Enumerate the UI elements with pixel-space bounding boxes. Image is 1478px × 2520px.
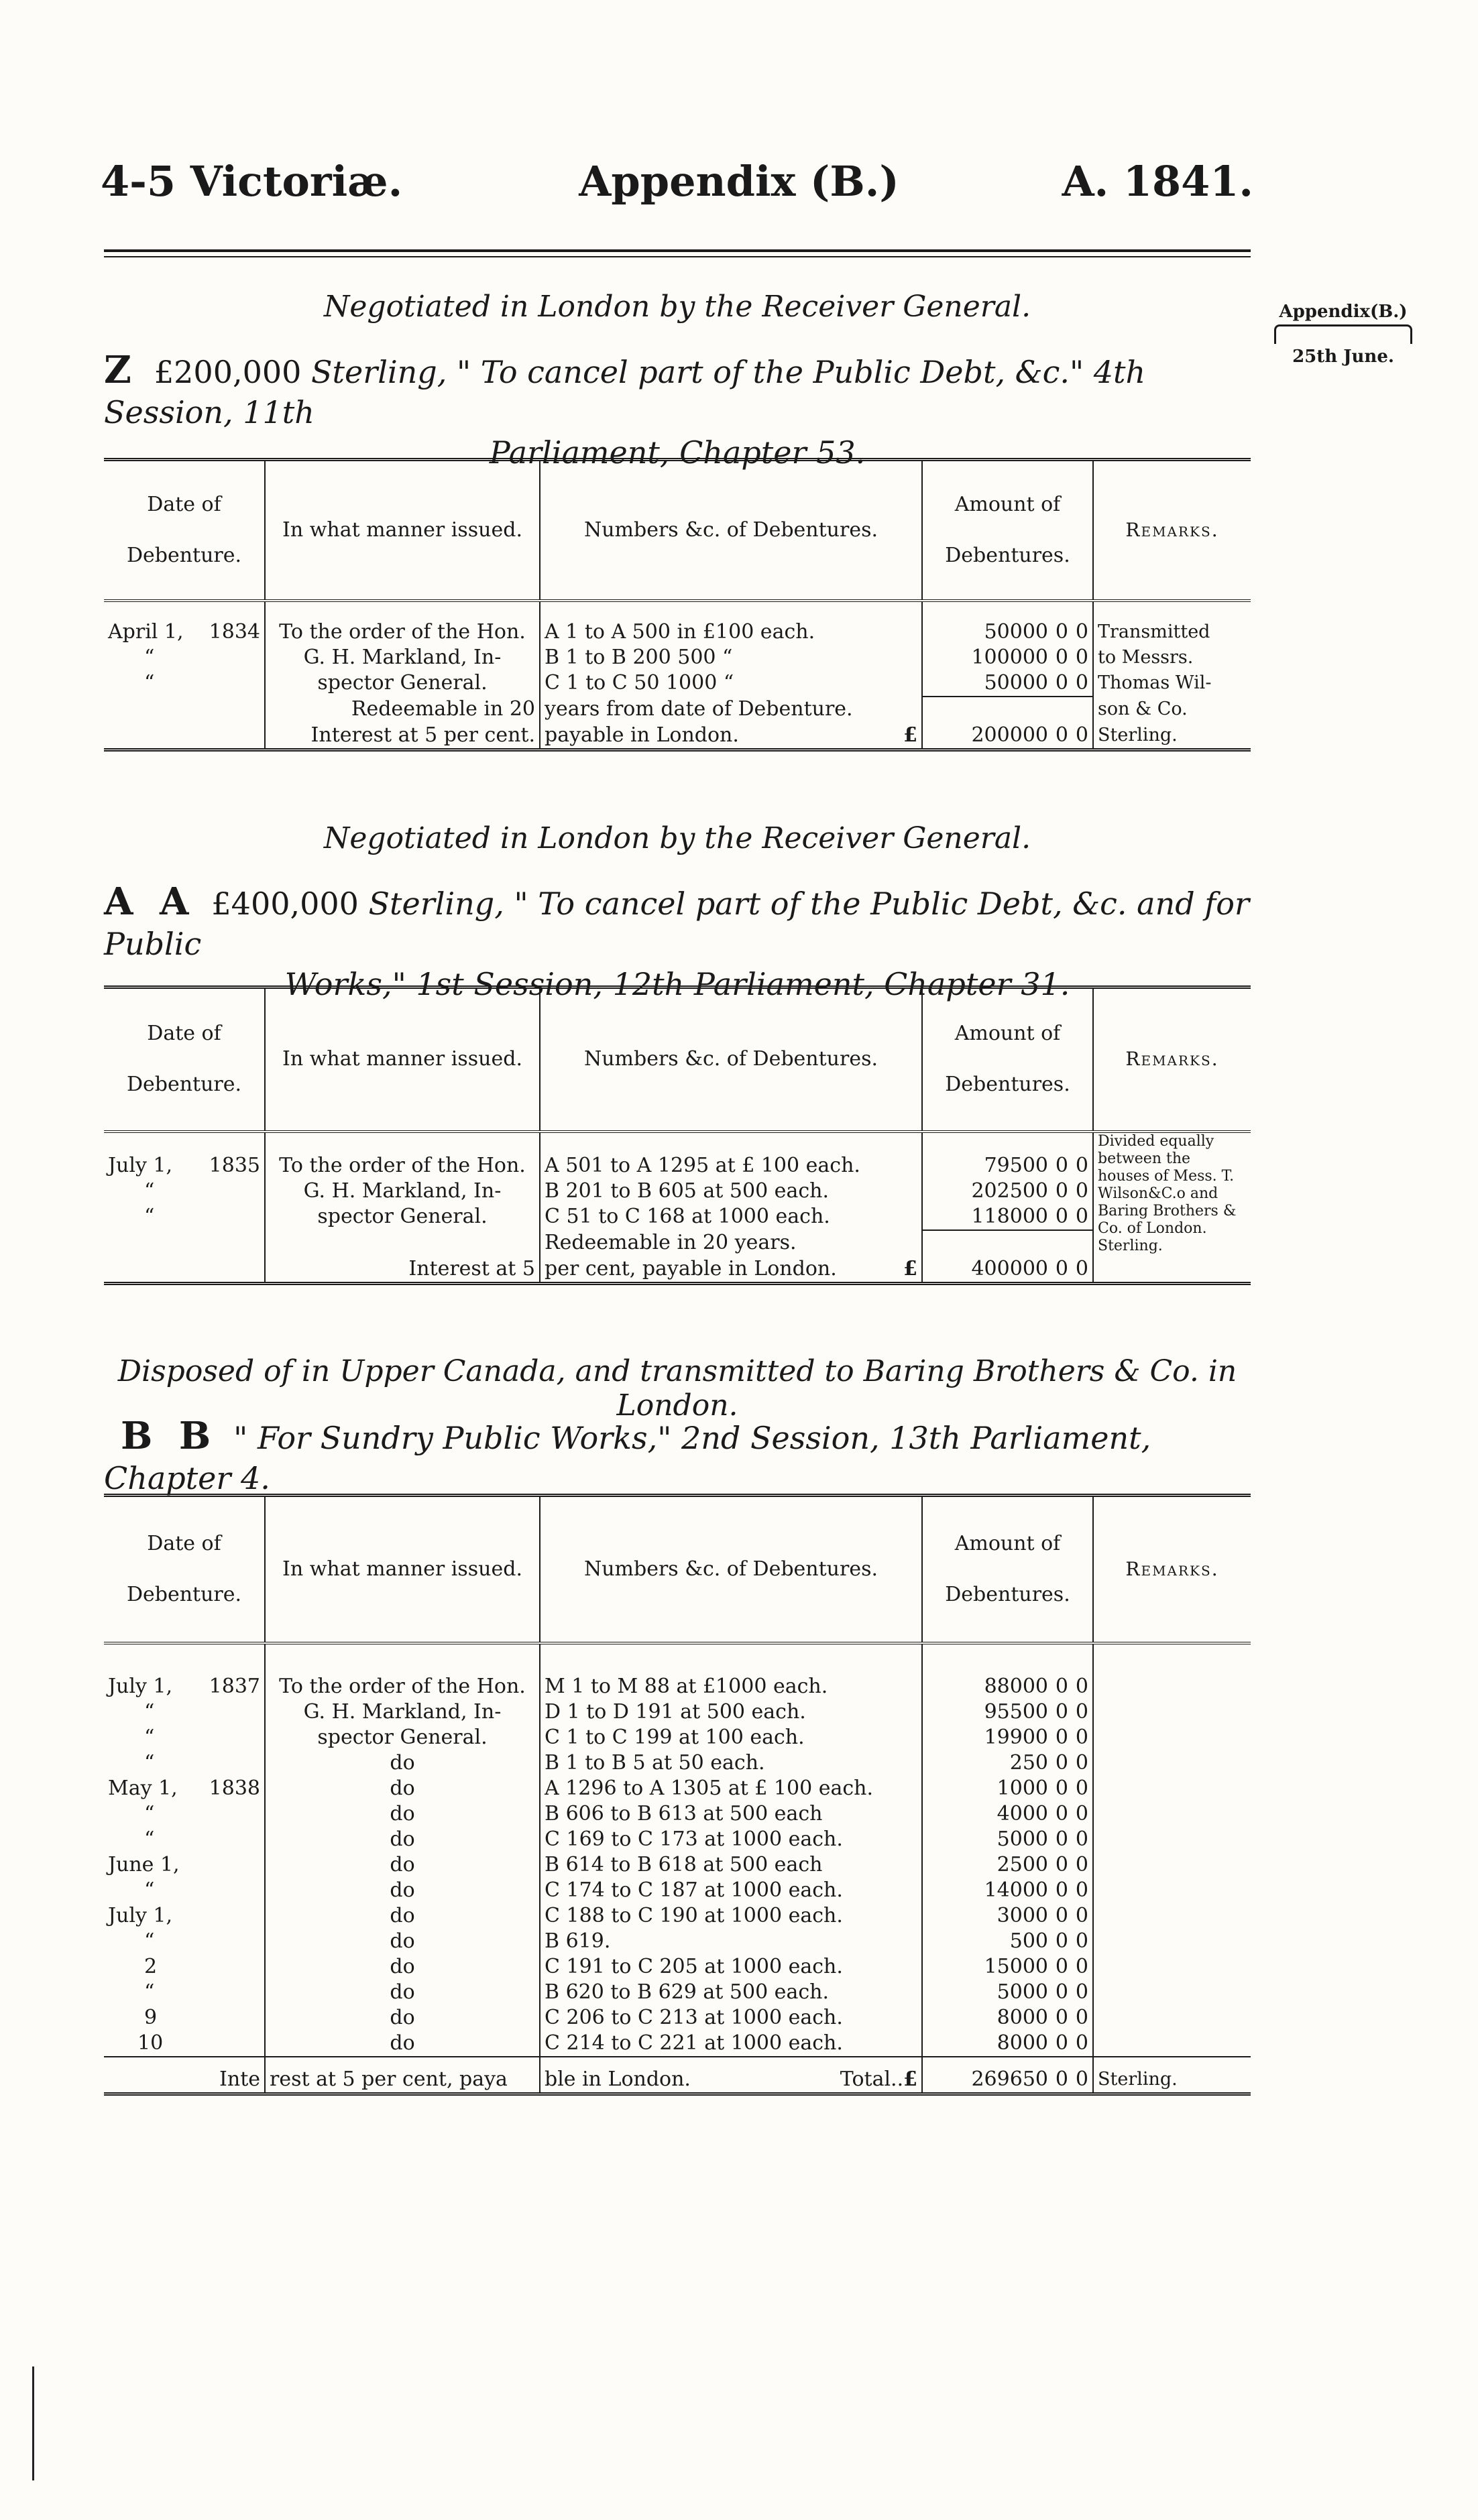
- row-amount: 15000: [984, 1954, 1048, 1978]
- date-header-line2: Debenture.: [126, 1073, 242, 1097]
- row-manner: do: [265, 2031, 540, 2057]
- row-numbers: B 201 to B 605 at 500 each.: [540, 1179, 922, 1204]
- row-manner: do: [265, 1776, 540, 1801]
- col-header-numbers: Numbers &c. of Debentures.: [540, 460, 922, 601]
- row-numbers: C 188 to C 190 at 1000 each.: [540, 1903, 922, 1929]
- pound-sign: £: [903, 1256, 917, 1280]
- row-pence: 0: [1075, 1256, 1088, 1280]
- row-manner: To the order of the Hon.: [265, 1674, 540, 1699]
- row-amount: 79500: [984, 1153, 1048, 1177]
- date-header-line1: Date of: [147, 492, 221, 516]
- row-amount: 100000: [971, 645, 1048, 669]
- row-manner: To the order of the Hon.: [265, 1132, 540, 1179]
- row-year: 1838: [209, 1776, 260, 1800]
- table-row: [104, 645, 1251, 670]
- margin-note-appendix: Appendix(B.): [1279, 302, 1408, 322]
- col-header-date: [104, 1496, 265, 1643]
- row-numbers: C 191 to C 205 at 1000 each.: [540, 1954, 922, 1980]
- row-manner: do: [265, 1954, 540, 1980]
- row-date: “: [144, 1929, 155, 1953]
- total-remarks: Sterling.: [1093, 2057, 1251, 2094]
- row-shillings: 0: [1055, 1980, 1068, 2004]
- row-numbers: A 1296 to A 1305 at £ 100 each.: [540, 1776, 922, 1801]
- row-manner: Interest at 5: [265, 1256, 540, 1284]
- row-amount: 95500: [984, 1699, 1048, 1724]
- row-amount: 202500: [971, 1179, 1048, 1203]
- row-amount: 400000: [971, 1256, 1048, 1280]
- row-manner: G. H. Markland, In-: [265, 645, 540, 670]
- row-shillings: 0: [1055, 2005, 1068, 2029]
- row-amount: 4000: [997, 1801, 1048, 1825]
- row-manner: spector General.: [265, 1204, 540, 1230]
- row-shillings: 0: [1055, 1179, 1068, 1203]
- col-header-numbers: Numbers &c. of Debentures.: [540, 987, 922, 1132]
- row-year: 1837: [209, 1674, 260, 1698]
- row-shillings: 0: [1055, 1256, 1068, 1280]
- row-pence: 0: [1075, 1852, 1088, 1876]
- row-remarks: son & Co.: [1093, 697, 1251, 723]
- row-date: “: [144, 645, 155, 669]
- remarks-header-text: Remarks.: [1125, 1557, 1219, 1580]
- col-header-manner: In what manner issued.: [265, 460, 540, 601]
- row-shillings: 0: [1055, 1699, 1068, 1724]
- row-date: 9: [144, 2005, 158, 2029]
- row-numbers: B 620 to B 629 at 500 each.: [540, 1980, 922, 2005]
- aa-debenture-table: [104, 985, 1251, 1285]
- row-pence: 0: [1075, 1980, 1088, 2004]
- row-pence: 0: [1075, 1929, 1088, 1953]
- row-pence: 0: [1075, 645, 1088, 669]
- z-title: [104, 350, 1251, 473]
- row-amount: 200000: [971, 723, 1048, 747]
- row-shillings: 0: [1055, 1929, 1068, 1953]
- row-shillings: 0: [1055, 1852, 1068, 1876]
- table-row: [104, 1256, 1251, 1284]
- row-amount: 5000: [997, 1827, 1048, 1851]
- row-shillings: 0: [1055, 1153, 1068, 1177]
- row-manner: spector General.: [265, 1725, 540, 1750]
- amount-header-line1: Amount of: [954, 1022, 1061, 1046]
- row-numbers: B 619.: [540, 1929, 922, 1954]
- col-header-date: [104, 987, 265, 1132]
- row-date: April 1,: [108, 619, 184, 644]
- row-shillings: 0: [1055, 1903, 1068, 1927]
- row-shillings: 0: [1055, 1725, 1068, 1749]
- row-manner: do: [265, 1980, 540, 2005]
- row-numbers: years from date of Debenture.: [540, 697, 922, 723]
- row-numbers: B 606 to B 613 at 500 each: [540, 1801, 922, 1827]
- bb-code: B B: [121, 1414, 218, 1458]
- row-remarks: Transmitted: [1093, 619, 1251, 645]
- row-numbers: A 1 to A 500 in £100 each.: [540, 619, 922, 645]
- row-pence: 0: [1075, 619, 1088, 644]
- row-pence: 0: [1075, 1179, 1088, 1203]
- binding-mark: [32, 2366, 34, 2480]
- date-header-line2: Debenture.: [126, 543, 242, 567]
- row-amount: 2500: [997, 1852, 1048, 1876]
- table-row: [104, 1878, 1251, 1903]
- row-date: “: [144, 670, 155, 695]
- row-date: July 1,: [108, 1903, 173, 1927]
- table-row: [104, 723, 1251, 750]
- row-date: “: [144, 1179, 155, 1203]
- row-pence: 0: [1075, 2031, 1088, 2055]
- row-year: 1835: [209, 1153, 260, 1177]
- table-row: [104, 1954, 1251, 1980]
- row-date: “: [144, 1827, 155, 1851]
- row-numbers: C 174 to C 187 at 1000 each.: [540, 1878, 922, 1903]
- table-row: [104, 1980, 1251, 2005]
- row-manner: [265, 1230, 540, 1256]
- row-numbers: B 1 to B 200 500 “: [540, 645, 922, 670]
- col-header-remarks: [1093, 1496, 1251, 1643]
- table-row: [104, 619, 1251, 645]
- total-text-part2: rest at 5 per cent, paya: [265, 2057, 540, 2094]
- row-shillings: 0: [1055, 1204, 1068, 1228]
- row-shillings: 0: [1055, 619, 1068, 644]
- row-pence: 0: [1075, 670, 1088, 695]
- row-date: “: [144, 1878, 155, 1902]
- total-shillings: 0: [1055, 2067, 1068, 2091]
- row-manner: Interest at 5 per cent.: [265, 723, 540, 750]
- row-numbers: payable in London.: [545, 723, 739, 747]
- amount-header-line2: Debentures.: [945, 543, 1070, 567]
- table-row: [104, 1903, 1251, 1929]
- row-shillings: 0: [1055, 670, 1068, 695]
- bb-title-text: " For Sundry Public Works," 2nd Session, 13th Parliament, Chapter 4.: [104, 1420, 1151, 1496]
- row-date: 10: [137, 2031, 164, 2055]
- pound-sign: £: [903, 2067, 917, 2091]
- row-pence: 0: [1075, 2005, 1088, 2029]
- row-manner: do: [265, 1929, 540, 1954]
- row-pence: 0: [1075, 1750, 1088, 1775]
- table-row: [104, 1929, 1251, 1954]
- row-pence: 0: [1075, 1954, 1088, 1978]
- remarks-header-text: Remarks.: [1125, 518, 1219, 541]
- row-numbers: Redeemable in 20 years.: [540, 1230, 922, 1256]
- brace-mark: [1274, 324, 1412, 344]
- col-header-remarks: [1093, 460, 1251, 601]
- z-title-text: Sterling, " To cancel part of the Public Debt, &c." 4th Session, 11th: [104, 354, 1146, 430]
- row-pence: 0: [1075, 1674, 1088, 1698]
- row-manner: do: [265, 1750, 540, 1776]
- col-header-amount: [922, 1496, 1093, 1643]
- row-date: June 1,: [108, 1852, 180, 1876]
- total-row: [104, 2057, 1251, 2094]
- row-amount: 19900: [984, 1725, 1048, 1749]
- row-amount: 250: [1009, 1750, 1048, 1775]
- z-code: Z: [104, 348, 138, 392]
- running-head-right: A. 1841.: [1062, 157, 1253, 206]
- row-amount: 50000: [984, 670, 1048, 695]
- row-manner: do: [265, 1903, 540, 1929]
- row-amount: 8000: [997, 2031, 1048, 2055]
- row-shillings: 0: [1055, 1954, 1068, 1978]
- row-manner: do: [265, 2005, 540, 2031]
- row-date: “: [144, 1801, 155, 1825]
- bb-disposed-heading: Disposed of in Upper Canada, and transmitted to Baring Brothers & Co. in London.: [117, 1354, 1237, 1423]
- row-manner: Redeemable in 20: [265, 697, 540, 723]
- row-amount: 14000: [984, 1878, 1048, 1902]
- row-numbers: B 1 to B 5 at 50 each.: [540, 1750, 922, 1776]
- row-numbers: M 1 to M 88 at £1000 each.: [540, 1674, 922, 1699]
- table-row: [104, 697, 1251, 723]
- header-rule: [104, 249, 1251, 252]
- table-row: [104, 1852, 1251, 1878]
- header-rule-thin: [104, 256, 1251, 257]
- row-pence: 0: [1075, 1903, 1088, 1927]
- row-pence: 0: [1075, 1699, 1088, 1724]
- row-amount: 88000: [984, 1674, 1048, 1698]
- table-row: [104, 1674, 1251, 1699]
- running-head-center: Appendix (B.): [579, 157, 899, 206]
- table-row: [104, 1699, 1251, 1725]
- row-manner: spector General.: [265, 670, 540, 697]
- row-numbers: D 1 to D 191 at 500 each.: [540, 1699, 922, 1725]
- table-row: [104, 1801, 1251, 1827]
- row-manner: do: [265, 1852, 540, 1878]
- row-date: “: [144, 1725, 155, 1749]
- col-header-amount: [922, 460, 1093, 601]
- row-numbers: B 614 to B 618 at 500 each: [540, 1852, 922, 1878]
- row-numbers: C 1 to C 199 at 100 each.: [540, 1725, 922, 1750]
- row-date: July 1,: [108, 1153, 173, 1177]
- bb-debenture-table: [104, 1494, 1251, 2096]
- row-amount: 500: [1009, 1929, 1048, 1953]
- col-header-amount: [922, 987, 1093, 1132]
- total-label: Total..: [840, 2067, 904, 2091]
- bb-title: [104, 1416, 1251, 1498]
- table-row: [104, 2005, 1251, 2031]
- row-date: July 1,: [108, 1674, 173, 1698]
- date-header-line2: Debenture.: [126, 1582, 242, 1606]
- row-amount: 50000: [984, 619, 1048, 644]
- row-date: “: [144, 1699, 155, 1724]
- amount-header-line1: Amount of: [954, 1531, 1061, 1555]
- remarks-header-text: Remarks.: [1125, 1048, 1219, 1071]
- aa-title-text: Sterling, " To cancel part of the Public Debt, &c. and for Public: [104, 886, 1249, 962]
- row-numbers: per cent, payable in London.: [545, 1256, 837, 1280]
- row-pence: 0: [1075, 1878, 1088, 1902]
- row-amount: 5000: [997, 1980, 1048, 2004]
- total-text-part1: Inte: [104, 2057, 265, 2094]
- row-pence: 0: [1075, 1725, 1088, 1749]
- row-shillings: 0: [1055, 1878, 1068, 1902]
- aa-title-continued: Works," 1st Session, 12th Parliament, Chapter 31.: [284, 966, 1070, 1002]
- row-manner: To the order of the Hon.: [265, 619, 540, 645]
- row-numbers: C 1 to C 50 1000 “: [540, 670, 922, 697]
- pound-sign: £: [903, 723, 917, 747]
- col-header-remarks: [1093, 987, 1251, 1132]
- row-manner: G. H. Markland, In-: [265, 1699, 540, 1725]
- table-row: [104, 670, 1251, 697]
- table-row: [104, 1776, 1251, 1801]
- row-numbers: C 206 to C 213 at 1000 each.: [540, 2005, 922, 2031]
- row-shillings: 0: [1055, 723, 1068, 747]
- row-shillings: 0: [1055, 1827, 1068, 1851]
- table-row: [104, 2031, 1251, 2057]
- z-title-amount: £200,000: [154, 354, 302, 390]
- aa-remarks: Divided equally between the houses of Mess. T. Wilson&C.o and Baring Brothers & Co. of London. Sterling.: [1093, 1132, 1251, 1284]
- col-header-manner: In what manner issued.: [265, 987, 540, 1132]
- row-pence: 0: [1075, 1153, 1088, 1177]
- col-header-date: [104, 460, 265, 601]
- row-amount: 118000: [971, 1204, 1048, 1228]
- row-pence: 0: [1075, 1776, 1088, 1800]
- row-manner: G. H. Markland, In-: [265, 1179, 540, 1204]
- row-shillings: 0: [1055, 1750, 1068, 1775]
- row-manner: do: [265, 1878, 540, 1903]
- amount-header-line2: Debentures.: [945, 1582, 1070, 1606]
- row-year: 1834: [209, 619, 260, 644]
- row-numbers: C 169 to C 173 at 1000 each.: [540, 1827, 922, 1852]
- amount-header-line2: Debentures.: [945, 1073, 1070, 1097]
- row-numbers: C 214 to C 221 at 1000 each.: [540, 2031, 922, 2057]
- row-shillings: 0: [1055, 1776, 1068, 1800]
- amount-header-line1: Amount of: [954, 492, 1061, 516]
- z-negotiated-heading: Negotiated in London by the Receiver General.: [323, 290, 1031, 324]
- col-header-numbers: Numbers &c. of Debentures.: [540, 1496, 922, 1643]
- row-manner: do: [265, 1827, 540, 1852]
- margin-note-date: 25th June.: [1292, 347, 1394, 367]
- date-header-line1: Date of: [147, 1022, 221, 1046]
- table-row: [104, 1179, 1251, 1204]
- row-amount: 8000: [997, 2005, 1048, 2029]
- row-remarks: to Messrs.: [1093, 645, 1251, 670]
- col-header-manner: In what manner issued.: [265, 1496, 540, 1643]
- total-text-part3: ble in London.: [545, 2067, 691, 2091]
- date-header-line1: Date of: [147, 1531, 221, 1555]
- table-row: [104, 1725, 1251, 1750]
- row-date: “: [144, 1750, 155, 1775]
- z-title-continued: Parliament, Chapter 53.: [489, 434, 866, 471]
- total-pence: 0: [1075, 2067, 1088, 2091]
- row-date: “: [144, 1204, 155, 1228]
- table-row: [104, 1230, 1251, 1256]
- row-remarks: Sterling.: [1093, 723, 1251, 750]
- z-debenture-table: [104, 458, 1251, 752]
- row-pence: 0: [1075, 1827, 1088, 1851]
- aa-code: A A: [104, 880, 196, 924]
- row-shillings: 0: [1055, 2031, 1068, 2055]
- total-amount: 269650: [971, 2067, 1048, 2091]
- table-row: [104, 1132, 1251, 1179]
- row-pence: 0: [1075, 1801, 1088, 1825]
- row-amount: 3000: [997, 1903, 1048, 1927]
- table-row: [104, 1827, 1251, 1852]
- row-pence: 0: [1075, 1204, 1088, 1228]
- row-shillings: 0: [1055, 1801, 1068, 1825]
- aa-negotiated-heading: Negotiated in London by the Receiver General.: [323, 821, 1031, 855]
- row-date: May 1,: [108, 1776, 178, 1800]
- row-date: 2: [144, 1954, 158, 1978]
- table-row: [104, 1204, 1251, 1230]
- row-amount: 1000: [997, 1776, 1048, 1800]
- aa-title-amount: £400,000: [211, 886, 359, 922]
- row-numbers: C 51 to C 168 at 1000 each.: [540, 1204, 922, 1230]
- margin-note: [1259, 302, 1427, 367]
- row-date: “: [144, 1980, 155, 2004]
- row-manner: do: [265, 1801, 540, 1827]
- row-pence: 0: [1075, 723, 1088, 747]
- table-row: [104, 1750, 1251, 1776]
- row-numbers: A 501 to A 1295 at £ 100 each.: [540, 1132, 922, 1179]
- row-remarks: Thomas Wil-: [1093, 670, 1251, 697]
- running-head-left: 4-5 Victoriæ.: [101, 157, 403, 206]
- row-shillings: 0: [1055, 1674, 1068, 1698]
- row-shillings: 0: [1055, 645, 1068, 669]
